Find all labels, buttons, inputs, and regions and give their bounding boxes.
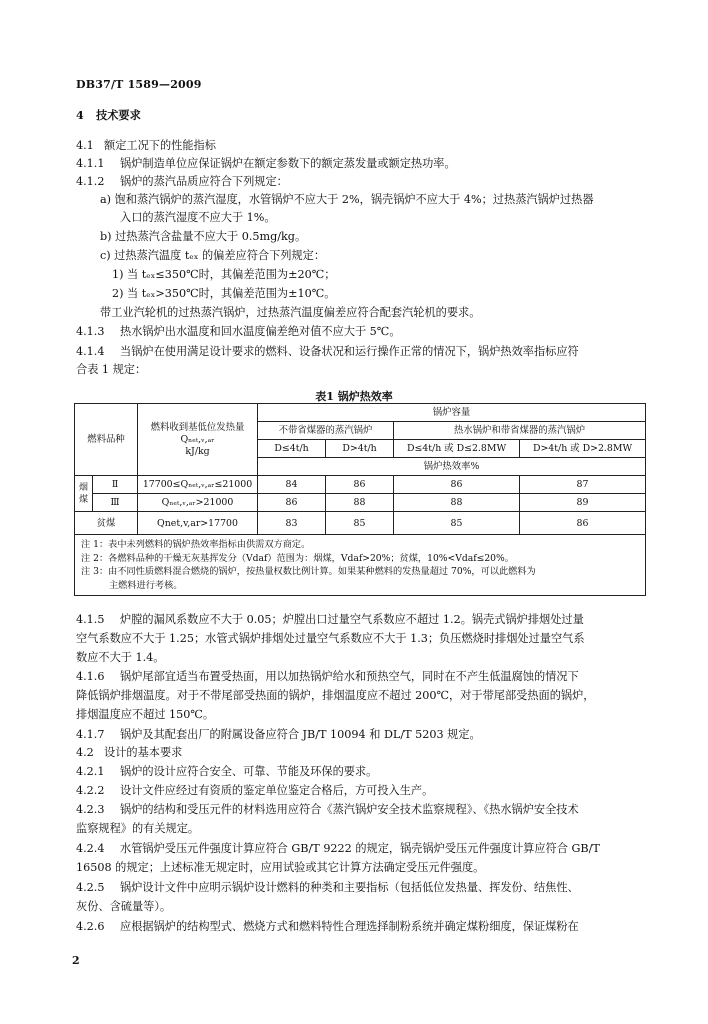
efficiency-value: 86 (394, 476, 520, 494)
efficiency-value: 86 (258, 494, 326, 512)
header-efficiency: 锅炉热效率% (258, 458, 646, 476)
clause-4-2-5-line2: 灰份、含硫量等）。 (76, 900, 172, 913)
section-title: 设计的基本要求 (104, 746, 183, 759)
efficiency-value: 86 (326, 476, 394, 494)
table-row (75, 494, 646, 512)
clause-4-1-3 (76, 324, 401, 339)
clause-text: 设计文件应经过有资质的鉴定单位鉴定合格后，方可投入生产。 (120, 784, 434, 797)
section-title: 技术要求 (96, 108, 141, 122)
clause-4-1-5-line3: 数应不大于 1.4。 (76, 651, 165, 664)
table-row (75, 512, 646, 535)
item-c-2: 2) 当 tₑₓ>350℃时，其偏差范围为±10℃。 (112, 287, 336, 300)
clause-4-1-7 (76, 727, 481, 742)
clause-number: 4.1.7 (76, 728, 105, 741)
item-c: c) 过热蒸汽温度 tₑₓ 的偏差应符合下列规定： (100, 249, 326, 262)
clause-4-1-1 (76, 156, 456, 171)
clause-4-2-1 (76, 764, 377, 779)
clause-4-2-4-line2: 16508 的规定；上述标准无规定时，应用试验或其它计算方法确定受压元件强度。 (76, 861, 485, 874)
clause-number: 4.2.6 (76, 920, 105, 933)
section-title: 额定工况下的性能指标 (104, 139, 216, 152)
item-c-1: 1) 当 tₑₓ≤350℃时，其偏差范围为±20℃； (112, 268, 336, 281)
clause-text: 锅炉尾部宜适当布置受热面，用以加热锅炉给水和预热空气，同时在不产生低温腐蚀的情况下 (120, 670, 579, 683)
clause-number: 4.2.5 (76, 881, 105, 894)
clause-number: 4.2.1 (76, 765, 105, 778)
item-c-note: 带工业汽轮机的过热蒸汽锅炉，过热蒸汽温度偏差应符合配套汽轮机的要求。 (100, 306, 481, 319)
fuel-grade: Ⅲ (93, 494, 138, 512)
table-row (75, 476, 646, 494)
clause-text: 应根据锅炉的结构型式、燃烧方式和燃料特性合理选择制粉系统并确定煤粉细度，保证煤粉在 (120, 920, 579, 933)
item-a-line2: 入口的蒸汽湿度不应大于 1%。 (120, 211, 276, 224)
clause-4-1-6-line2: 降低锅炉排烟温度。对于不带尾部受热面的锅炉，排烟温度应不超过 200℃，对于带尾部受热面的锅炉， (76, 689, 595, 702)
clause-text: 锅炉的蒸汽品质应符合下列规定： (120, 175, 288, 188)
clause-text: 锅炉设计文件中应明示锅炉设计燃料的种类和主要指标（包括低位发热量、挥发份、结焦性、 (120, 881, 579, 894)
fuel-grade: Ⅱ (93, 476, 138, 494)
header-no-economizer: 不带省煤器的蒸汽锅炉 (258, 422, 394, 440)
header-heating-value-unit: kJ/kg (185, 445, 210, 457)
item-a-line1: a) 饱和蒸汽锅炉的蒸汽湿度，水管锅炉不应大于 2%，锅壳锅炉不应大于 4%；过热蒸汽锅炉过热器 (100, 193, 594, 206)
clause-text: 炉膛的漏风系数应不大于 0.05；炉膛出口过量空气系数应不超过 1.2。锅壳式锅炉排烟处过量 (120, 613, 584, 626)
table-note: 注 3：由不同性质燃料混合燃烧的锅炉，按热量权数比例计算。如果某种燃料的发热量超过 70%，可以此燃料为 (81, 566, 536, 577)
efficiency-value: 88 (326, 494, 394, 512)
clause-4-1-6-line3: 排烟温度应不超过 150℃。 (76, 708, 215, 721)
section-number: 4 (76, 108, 84, 122)
header-heating-value-label: 燃料收到基低位发热量 (150, 421, 245, 433)
header-boiler-capacity: 锅炉容量 (258, 404, 646, 422)
clause-4-2-5 (76, 880, 579, 895)
clause-number: 4.2.4 (76, 842, 105, 855)
clause-4-2-4 (76, 841, 600, 856)
clause-number: 4.1.1 (76, 157, 105, 170)
page-number: 2 (72, 954, 80, 967)
efficiency-value: 83 (258, 512, 326, 535)
clause-number: 4.1.4 (76, 345, 105, 358)
document-code: DB37/T 1589—2009 (76, 78, 202, 91)
header-fuel-type: 燃料品种 (75, 404, 138, 476)
clause-text: 热水锅炉出水温度和回水温度偏差绝对值不应大于 5℃。 (120, 325, 401, 338)
efficiency-value: 85 (326, 512, 394, 535)
table-note: 注 1：表中未列燃料的锅炉热效率指标由供需双方商定。 (81, 539, 311, 550)
clause-number: 4.2.3 (76, 803, 105, 816)
clause-text: 当锅炉在使用满足设计要求的燃料、设备状况和运行操作正常的情况下，锅炉热效率指标应符 (120, 345, 579, 358)
clause-4-1-5 (76, 612, 584, 627)
section-4-heading (76, 108, 141, 123)
clause-4-1-4-cont: 合表 1 规定： (76, 363, 147, 376)
item-b: b) 过热蒸汽含盐量不应大于 0.5mg/kg。 (100, 230, 307, 243)
clause-4-2-3-line2: 监察规程》的有关规定。 (76, 822, 200, 835)
efficiency-value: 85 (394, 512, 520, 535)
boiler-efficiency-table (74, 403, 646, 596)
clause-text: 锅炉的设计应符合安全、可靠、节能及环保的要求。 (120, 765, 378, 778)
table-caption: 表1 锅炉热效率 (315, 390, 393, 403)
clause-4-1-6 (76, 669, 579, 684)
header-capacity-col2: D>4t/h (326, 440, 394, 458)
table-note: 注 2：各燃料品种的干燥无灰基挥发分（Vdaf）范围为：烟煤，Vdaf>20%；贫煤，10%<Vdaf≤20%。 (81, 552, 514, 564)
section-4-1-heading (76, 138, 216, 153)
clause-4-1-5-line2: 空气系数应不大于 1.25；水管式锅炉排烟处过量空气系数应不大于 1.3；负压燃烧时排烟处过量空气系 (76, 632, 585, 645)
clause-number: 4.2.2 (76, 784, 105, 797)
efficiency-value: 86 (520, 512, 646, 535)
clause-4-2-6 (76, 919, 579, 934)
clause-text: 锅炉的结构和受压元件的材料选用应符合《蒸汽锅炉安全技术监察规程》、《热水锅炉安全技术 (120, 803, 579, 816)
table-note: 主燃料进行考核。 (109, 579, 183, 591)
header-capacity-col4: D>4t/h 或 D>2.8MW (520, 440, 646, 458)
header-heating-value-symbol: Qₙₑₜ,ᵥ,ₐᵣ (180, 433, 215, 445)
clause-number: 4.1.2 (76, 175, 105, 188)
clause-4-1-2 (76, 174, 288, 189)
heating-value-range: Qnet,v,ar>17700 (138, 512, 258, 535)
fuel-type-lean-coal: 贫煤 (75, 512, 138, 535)
section-number: 4.1 (76, 139, 94, 152)
efficiency-value: 89 (520, 494, 646, 512)
clause-4-2-2 (76, 783, 433, 798)
clause-number: 4.1.3 (76, 325, 105, 338)
header-capacity-col3: D≤4t/h 或 D≤2.8MW (394, 440, 520, 458)
clause-text: 水管锅炉受压元件强度计算应符合 GB/T 9222 的规定，锅壳锅炉受压元件强度计算应符合 GB/T (120, 842, 600, 855)
efficiency-value: 88 (394, 494, 520, 512)
efficiency-value: 87 (520, 476, 646, 494)
heating-value-range: 17700≤Qₙₑₜ,ᵥ,ₐᵣ≤21000 (138, 476, 258, 494)
header-heating-value (138, 404, 258, 476)
header-with-economizer: 热水锅炉和带省煤器的蒸汽锅炉 (394, 422, 646, 440)
header-capacity-col1: D≤4t/h (258, 440, 326, 458)
clause-text: 锅炉及其配套出厂的附属设备应符合 JB/T 10094 和 DL/T 5203 规定。 (120, 728, 481, 741)
table-notes (75, 535, 646, 596)
efficiency-value: 84 (258, 476, 326, 494)
section-number: 4.2 (76, 746, 94, 759)
fuel-group-bituminous: 烟煤 (75, 476, 93, 512)
section-4-2-heading (76, 745, 182, 760)
clause-4-2-3 (76, 802, 579, 817)
clause-text: 锅炉制造单位应保证锅炉在额定参数下的额定蒸发量或额定热功率。 (120, 157, 456, 170)
clause-4-1-4 (76, 344, 579, 359)
clause-number: 4.1.5 (76, 613, 105, 626)
clause-number: 4.1.6 (76, 670, 105, 683)
heating-value-range: Qₙₑₜ,ᵥ,ₐᵣ>21000 (138, 494, 258, 512)
